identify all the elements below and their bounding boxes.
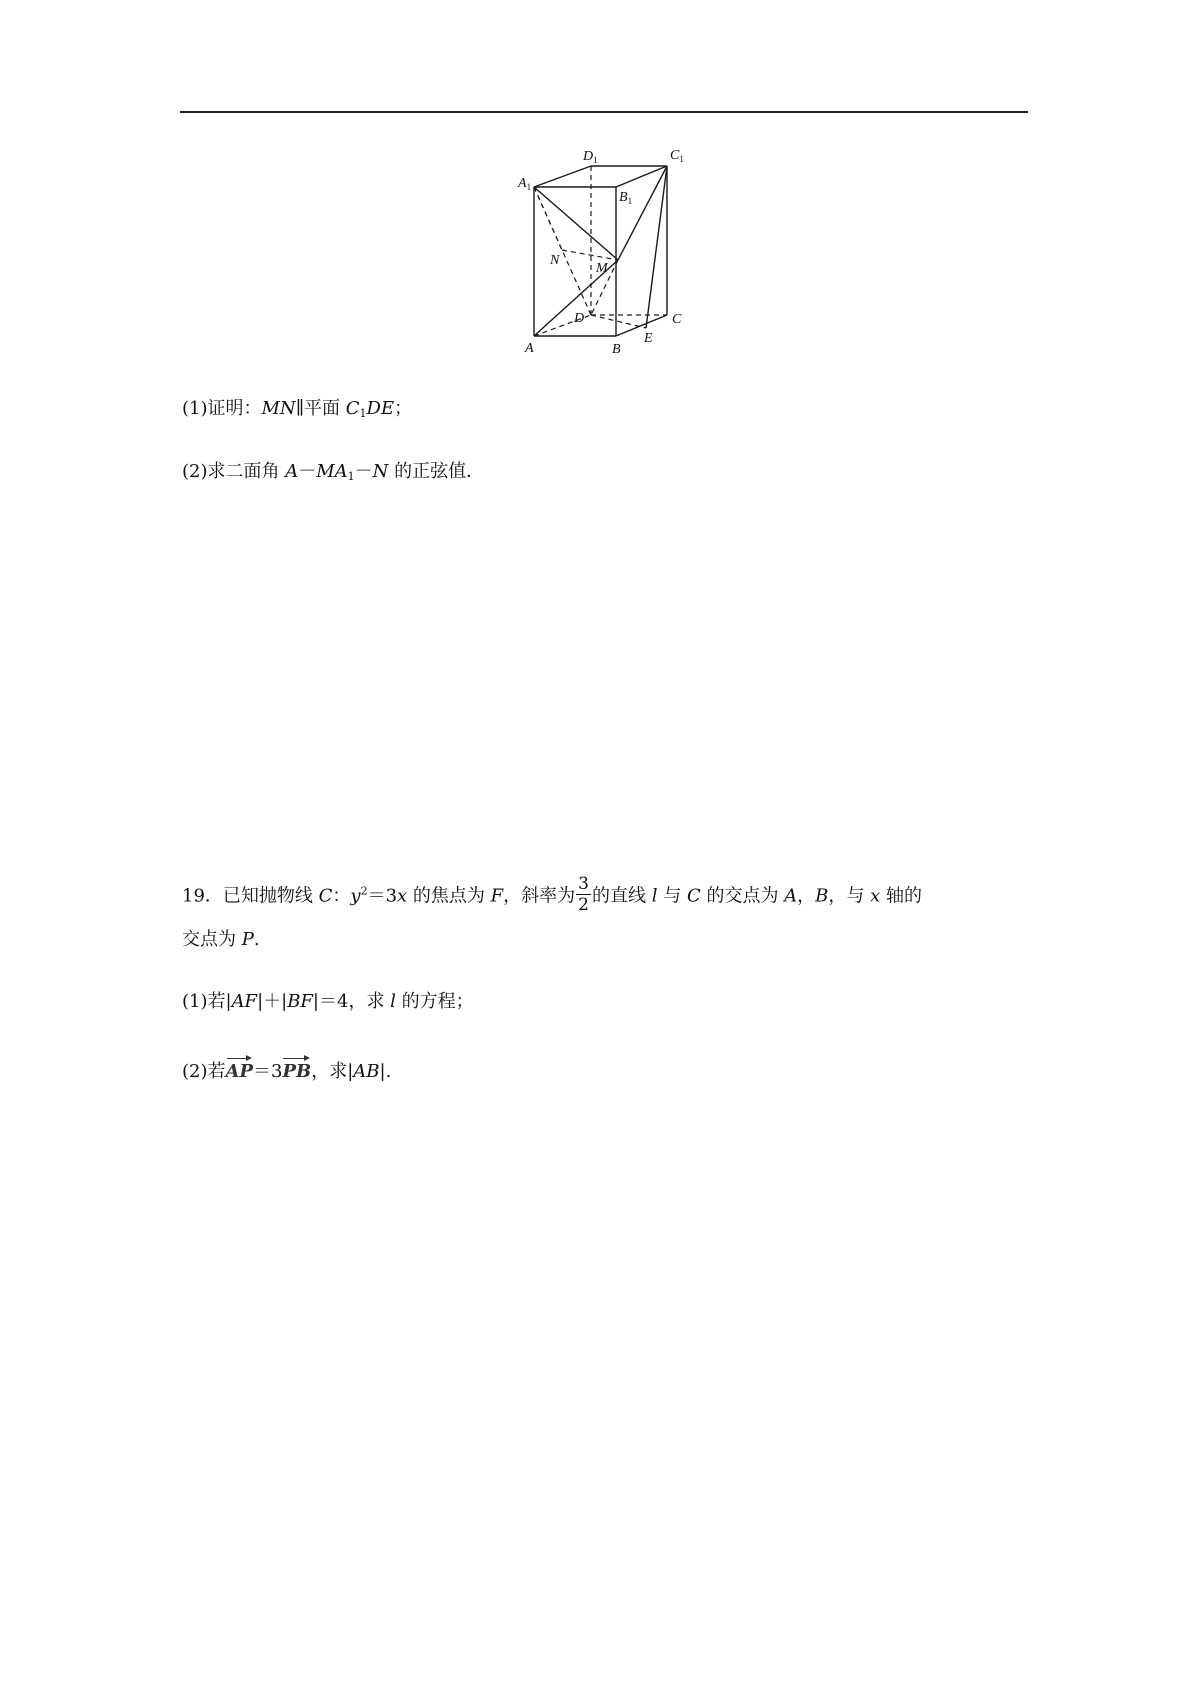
vector-pb: PB bbox=[282, 1056, 311, 1084]
q19-frac-den: 2 bbox=[578, 895, 589, 915]
edge-b-c bbox=[616, 315, 667, 336]
edge-a1-d1 bbox=[534, 166, 591, 187]
q18-part1-de: DE bbox=[366, 398, 395, 419]
q19-t5: 的交点为 bbox=[700, 885, 785, 907]
q19-t4: 与 bbox=[657, 885, 687, 907]
q19-part2-ab: AB bbox=[353, 1061, 380, 1082]
q18-part1-plane: 平面 bbox=[304, 398, 346, 419]
label-m: M bbox=[596, 261, 608, 276]
label-d1: $D_1$ bbox=[583, 149, 598, 165]
label-b1: $B_1$ bbox=[619, 190, 633, 206]
q19-part1-end: 的方程； bbox=[395, 991, 474, 1012]
q18-part1-mn: MN bbox=[261, 398, 296, 419]
q19-line2-end: . bbox=[253, 929, 260, 950]
segment-n-m bbox=[562, 250, 618, 260]
q18-part2 bbox=[182, 460, 484, 484]
q19-part2-prefix: (2)若 bbox=[182, 1061, 226, 1082]
label-d: D bbox=[574, 311, 585, 326]
segment-d-e bbox=[591, 315, 646, 328]
q19-b: B bbox=[815, 885, 829, 907]
q18-part2-n: N bbox=[372, 461, 389, 482]
q19-x: x bbox=[397, 885, 408, 907]
q19-colon: ： bbox=[332, 885, 351, 907]
q19-c: C bbox=[318, 885, 333, 907]
edge-b1-c1 bbox=[616, 166, 667, 187]
q18-part2-ma: MA bbox=[316, 461, 348, 482]
q19-line2 bbox=[182, 928, 260, 952]
q19-a: A bbox=[784, 885, 798, 907]
label-c1: $C_1$ bbox=[670, 148, 684, 164]
q19-part1-af: AF bbox=[231, 991, 258, 1012]
q18-part2-a: A bbox=[285, 461, 299, 482]
q19-x2: x bbox=[870, 885, 881, 907]
q19-sup2: 2 bbox=[360, 884, 368, 898]
prism-diagram bbox=[500, 140, 710, 370]
q18-part2-prefix: (2)求二面角 bbox=[182, 461, 286, 482]
header-rule bbox=[180, 111, 1028, 113]
q19-line2-p: P bbox=[241, 929, 254, 950]
q18-part2-dash1: － bbox=[298, 461, 317, 482]
label-e: E bbox=[644, 331, 653, 346]
q18-part1-parallel: ∥ bbox=[295, 398, 305, 419]
label-b: B bbox=[612, 342, 621, 357]
q18-part2-ma-sub: 1 bbox=[347, 470, 355, 483]
q19-eq: ＝3 bbox=[367, 885, 398, 907]
q19-part1-bf: BF bbox=[287, 991, 313, 1012]
q18-part1-c-sub: 1 bbox=[359, 407, 367, 420]
q19-part1 bbox=[182, 990, 474, 1014]
prism-figure bbox=[500, 140, 710, 370]
segment-m-c1 bbox=[618, 166, 667, 260]
q19-part1-prefix: (1)若| bbox=[182, 991, 232, 1012]
q19-f: F bbox=[490, 885, 504, 907]
q19-frac-num: 3 bbox=[578, 874, 589, 894]
q19-l: l bbox=[651, 885, 658, 907]
q19-part1-mid: |＋| bbox=[257, 991, 288, 1012]
q18-part1-end: ； bbox=[394, 398, 413, 419]
q18-part1 bbox=[182, 397, 412, 421]
q19-part1-eq: |＝4，求 bbox=[312, 991, 391, 1012]
label-c: C bbox=[672, 312, 682, 327]
q18-part1-c: C bbox=[345, 398, 360, 419]
q19-t7: 轴的 bbox=[880, 885, 923, 907]
q19-part2 bbox=[182, 1056, 391, 1084]
q19-t1: 的焦点为 bbox=[407, 885, 491, 907]
q19-t2: ，斜率为 bbox=[503, 885, 576, 907]
vector-ap: AP bbox=[226, 1056, 254, 1084]
q18-part1-prefix: (1)证明： bbox=[182, 398, 262, 419]
q19-line1 bbox=[182, 876, 922, 917]
q19-part1-l: l bbox=[390, 991, 396, 1012]
q19-slope-fraction bbox=[576, 874, 591, 915]
label-a1: $A_1$ bbox=[518, 176, 532, 192]
q19-number: 19．已知抛物线 bbox=[182, 885, 319, 907]
label-n: N bbox=[550, 253, 560, 268]
segment-a1-n bbox=[534, 187, 562, 250]
q19-part2-mid: ，求| bbox=[311, 1061, 354, 1082]
segment-a1-m bbox=[534, 187, 618, 260]
q19-part2-end: |. bbox=[379, 1061, 392, 1082]
q19-comma: ， bbox=[797, 885, 816, 907]
q18-part2-dash2: － bbox=[354, 461, 373, 482]
q19-t3: 的直线 bbox=[591, 885, 652, 907]
q19-part2-eq: ＝3 bbox=[253, 1061, 283, 1082]
q19-y: y bbox=[350, 885, 361, 907]
q19-t6: ，与 bbox=[828, 885, 871, 907]
q18-part2-end: 的正弦值． bbox=[388, 461, 485, 482]
segment-c1-e bbox=[646, 166, 667, 328]
label-a: A bbox=[525, 341, 534, 356]
q19-line2-t1: 交点为 bbox=[182, 929, 242, 950]
q19-c2: C bbox=[686, 885, 701, 907]
